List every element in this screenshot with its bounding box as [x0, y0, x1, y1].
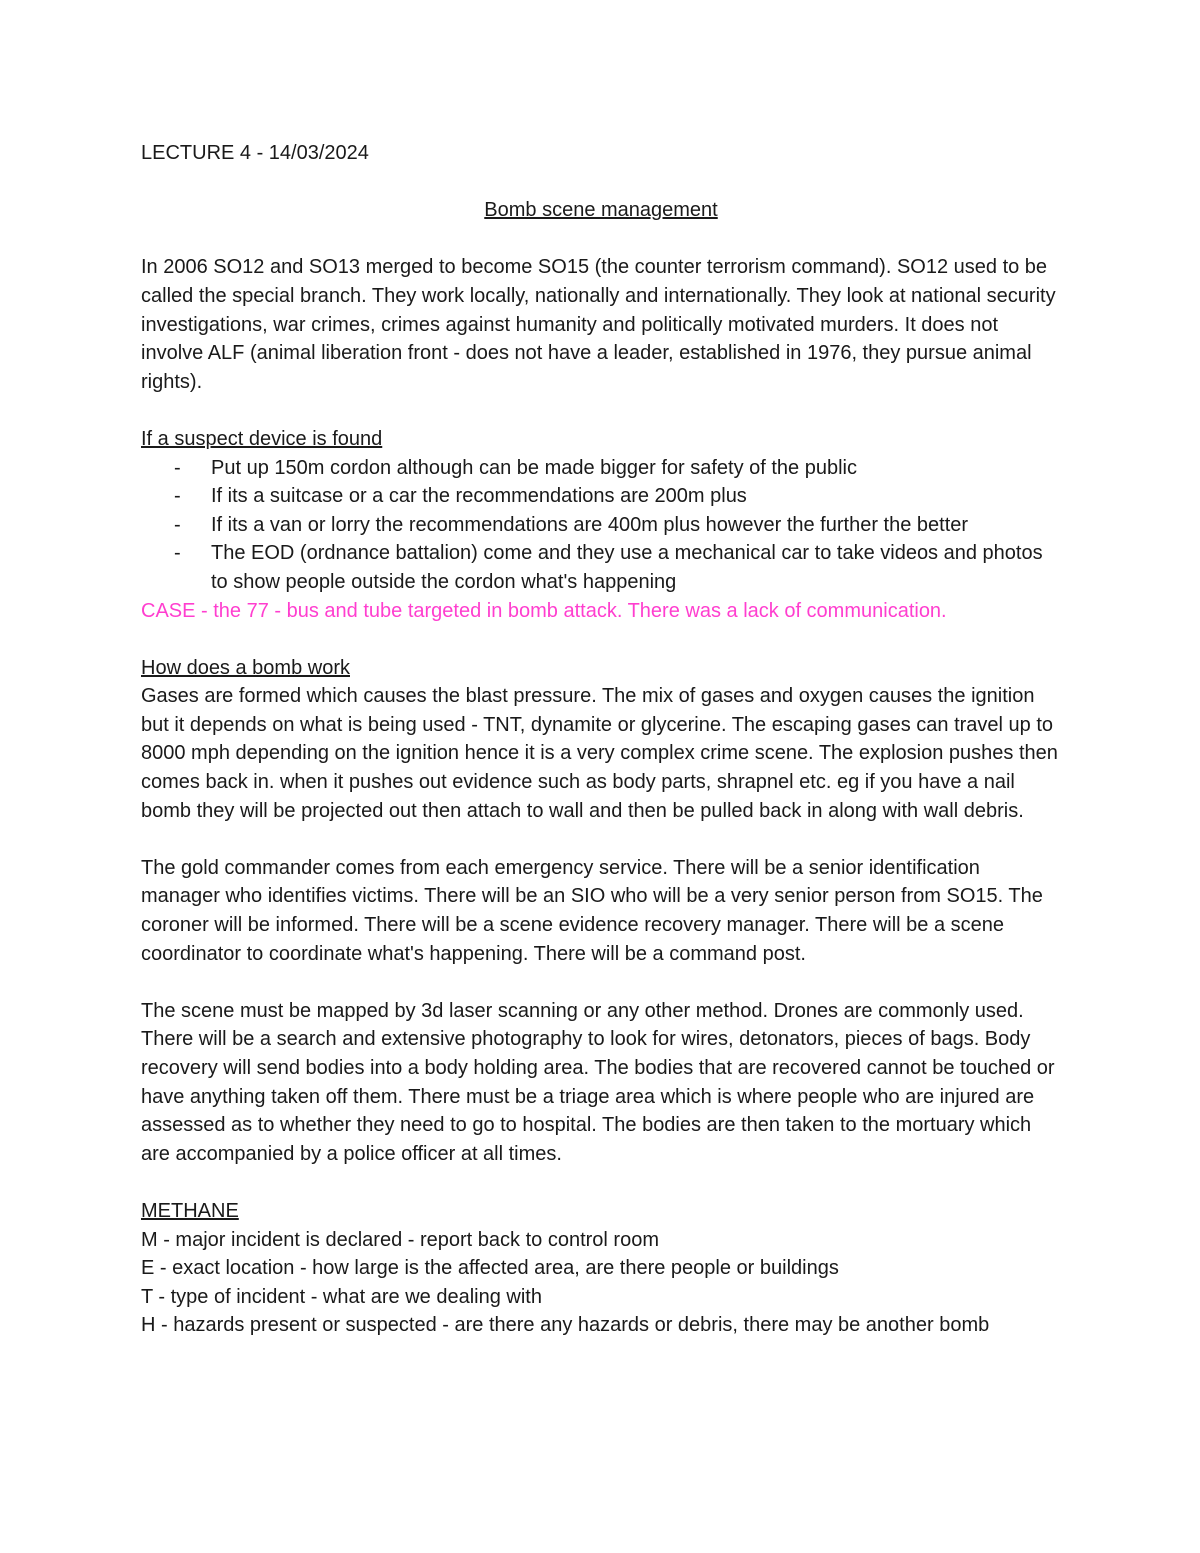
scene-paragraph: The scene must be mapped by 3d laser scanning or any other method. Drones are commonly used. There will be a search and extensive photography to look for wires, detonators, pieces of bags. Body recovery will send bodies into a body holding area. The bodies that are recovered cannot be touched or have anything taken off them. There must be a triage area which is where people who are injured are assessed as to whether they need to go to hospital. The bodies are then taken to the mortuary which are accompanied by a police officer at all times. [141, 999, 1055, 1165]
list-item [141, 511, 1061, 540]
spacer [141, 625, 1061, 654]
spacer [141, 396, 1061, 425]
methane-heading [141, 1197, 1061, 1226]
spacer [141, 825, 1061, 854]
methane-item: H - hazards present or suspected - are there any hazards or debris, there may be another bomb [141, 1314, 990, 1337]
spacer [141, 225, 1061, 254]
suspect-device-list [141, 454, 1061, 597]
case-note: CASE - the 77 - bus and tube targeted in bomb attack. There was a lack of communication. [141, 599, 947, 622]
methane-item: M - major incident is declared - report back to control room [141, 1228, 659, 1251]
methane-item: T - type of incident - what are we dealing with [141, 1285, 542, 1308]
list-item-text: If its a van or lorry the recommendations are 400m plus however the further the better [211, 513, 969, 536]
methane-heading-text: METHANE [141, 1199, 239, 1222]
document-title-text: Bomb scene management [484, 199, 718, 222]
document-title [141, 196, 1061, 225]
lecture-heading: LECTURE 4 - 14/03/2024 [141, 142, 369, 164]
bullet-dash: - [174, 542, 181, 565]
list-item-text: The EOD (ordnance battalion) come and they use a mechanical car to take videos and photos to show people outside the cordon what's happening [211, 542, 1043, 593]
spacer [141, 168, 1061, 197]
methane-list [141, 1226, 1061, 1340]
bomb-work-paragraph: Gases are formed which causes the blast pressure. The mix of gases and oxygen causes the ignition but it depends on what is being used - TNT, dynamite or glycerine. The escaping gases can travel up to 8000 mph depending on the ignition hence it is a very complex crime scene. The explosion pushes then comes back in. when it pushes out evidence such as body parts, shrapnel etc. eg if you have a nail bomb they will be projected out then attach to wall and then be pulled back in along with wall debris. [141, 685, 1058, 822]
list-item [141, 482, 1061, 511]
bullet-dash: - [174, 485, 181, 508]
list-item [141, 539, 1061, 596]
spacer [141, 968, 1061, 997]
list-item-text: If its a suitcase or a car the recommendations are 200m plus [211, 485, 747, 508]
bomb-work-heading-text: How does a bomb work [141, 656, 350, 679]
roles-paragraph: The gold commander comes from each emergency service. There will be a senior identification manager who identifies victims. There will be an SIO who will be a very senior person from SO15. The coroner will be informed. There will be a scene evidence recovery manager. There will be a scene coordinator to coordinate what's happening. There will be a command post. [141, 856, 1043, 965]
document-body [141, 139, 1061, 1340]
spacer [141, 1168, 1061, 1197]
list-item [141, 454, 1061, 483]
suspect-device-heading-text: If a suspect device is found [141, 427, 383, 450]
list-item-text: Put up 150m cordon although can be made bigger for safety of the public [211, 456, 857, 479]
suspect-device-heading [141, 425, 1061, 454]
bullet-dash: - [174, 513, 181, 536]
bullet-dash: - [174, 456, 181, 479]
intro-paragraph: In 2006 SO12 and SO13 merged to become SO15 (the counter terrorism command). SO12 used to be called the special branch. They work locally, nationally and internationally. They look at national security investigations, war crimes, crimes against humanity and politically motivated murders. It does not involve ALF (animal liberation front - does not have a leader, established in 1976, they pursue animal rights). [141, 256, 1056, 393]
methane-item: E - exact location - how large is the affected area, are there people or buildings [141, 1257, 839, 1280]
bomb-work-heading [141, 654, 1061, 683]
